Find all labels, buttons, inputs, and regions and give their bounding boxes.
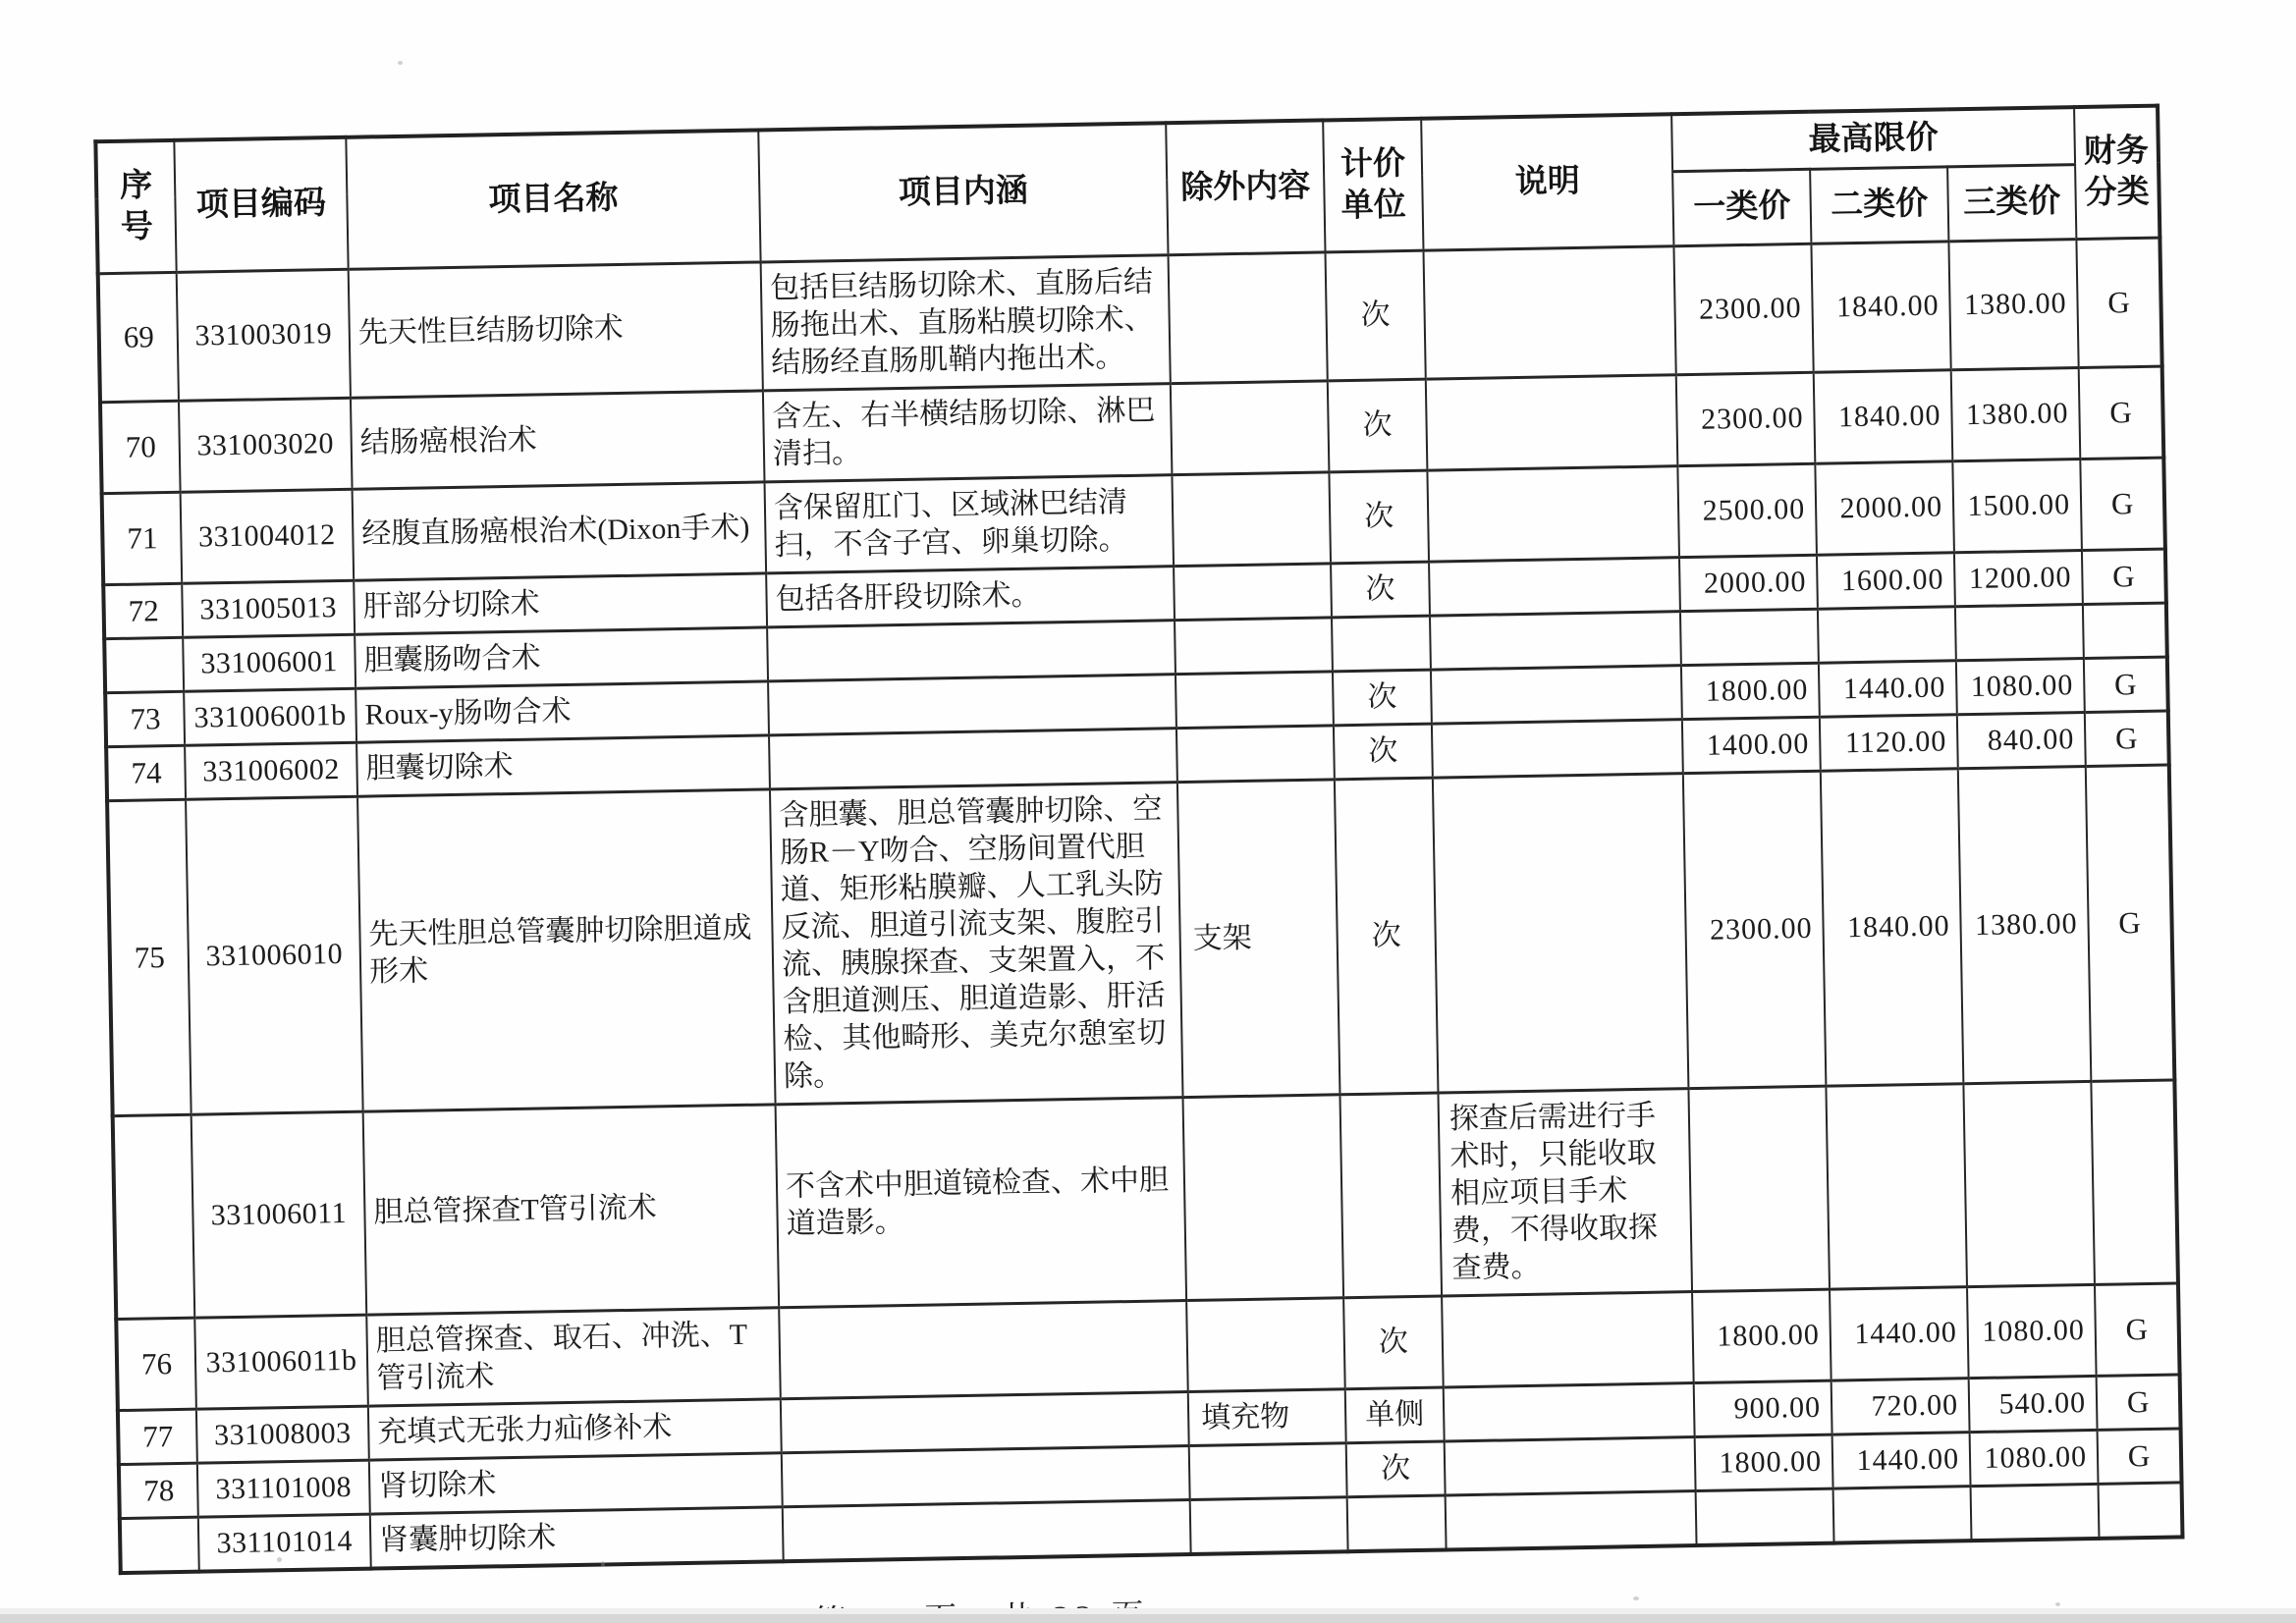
- cell-code: 331004012: [181, 489, 355, 583]
- cell-p3: 1380.00: [1948, 239, 2078, 369]
- col-header-max-price-group: 最高限价: [1671, 107, 2075, 171]
- cell-note: [1427, 465, 1679, 561]
- cell-content: 不含术中胆道镜检查、术中胆道造影。: [776, 1097, 1187, 1307]
- cell-fin: [2083, 603, 2167, 658]
- table-row: [113, 1079, 2178, 1319]
- cell-note: [1426, 374, 1678, 469]
- cell-name: 肝部分切除术: [354, 572, 767, 633]
- cell-p2: [1818, 606, 1956, 662]
- cell-code: 331006001: [183, 634, 355, 691]
- cell-p1: 1800.00: [1695, 1434, 1833, 1490]
- cell-p1: [1680, 609, 1819, 665]
- cell-seq: 69: [98, 272, 179, 402]
- cell-note: [1430, 611, 1681, 669]
- cell-unit: 次: [1333, 670, 1432, 726]
- cell-name: 肾囊肿切除术: [370, 1506, 784, 1568]
- cell-unit: [1347, 1494, 1447, 1550]
- cell-p3: [1971, 1484, 2100, 1541]
- scan-edge: [0, 1614, 2296, 1623]
- cell-fin: G: [2095, 1282, 2180, 1375]
- cell-code: 331006011: [191, 1111, 367, 1318]
- col-header-price1: 一类价: [1672, 169, 1811, 245]
- cell-code: 331101014: [198, 1514, 371, 1572]
- cell-exclusion: [1175, 671, 1334, 728]
- cell-p3: [1955, 604, 2084, 660]
- medical-price-table: [93, 104, 2184, 1575]
- cell-exclusion: [1190, 1496, 1348, 1553]
- cell-exclusion: [1169, 251, 1328, 383]
- cell-exclusion: [1189, 1442, 1347, 1499]
- cell-p2: 1440.00: [1832, 1432, 1971, 1488]
- cell-seq: 70: [100, 401, 181, 493]
- cell-p3: 840.00: [1957, 712, 2086, 768]
- cell-p2: 1840.00: [1814, 369, 1953, 462]
- cell-seq: 74: [106, 745, 186, 800]
- cell-seq: 71: [102, 492, 183, 584]
- cell-unit: 次: [1331, 562, 1430, 618]
- cell-p2: 1600.00: [1817, 552, 1955, 608]
- cell-name: 肾切除术: [369, 1452, 783, 1513]
- cell-code: 331003019: [177, 269, 351, 401]
- col-header-seq: 序 号: [95, 140, 176, 273]
- cell-unit: 次: [1343, 1296, 1444, 1389]
- cell-p1: 2300.00: [1683, 771, 1827, 1088]
- cell-name: Roux-y肠吻合术: [355, 680, 769, 741]
- cell-p2: 2000.00: [1815, 460, 1954, 554]
- cell-p2: 720.00: [1831, 1378, 1970, 1434]
- cell-fin: G: [2098, 1428, 2182, 1483]
- cell-p3: 1380.00: [1951, 367, 2081, 460]
- cell-exclusion: 填充物: [1188, 1388, 1346, 1445]
- cell-p3: 1080.00: [1956, 658, 2085, 714]
- cell-fin: G: [2097, 1374, 2181, 1429]
- cell-p3: 1080.00: [1967, 1284, 2097, 1378]
- cell-code: 331006001b: [184, 688, 356, 745]
- col-header-finance: 财务 分类: [2074, 106, 2159, 239]
- cell-seq: 73: [105, 691, 185, 746]
- cell-code: 331006002: [185, 742, 357, 799]
- cell-unit: 单侧: [1345, 1387, 1445, 1443]
- cell-unit: 次: [1346, 1440, 1446, 1496]
- cell-code: 331006010: [186, 796, 363, 1114]
- cell-seq: [120, 1517, 199, 1573]
- scan-speck: [1633, 1596, 1639, 1600]
- scan-speck: [277, 1557, 282, 1562]
- cell-code: 331101008: [197, 1460, 370, 1517]
- cell-name: 结肠癌根治术: [351, 390, 765, 488]
- col-header-price2: 二类价: [1810, 166, 1948, 243]
- cell-unit: 次: [1325, 250, 1425, 381]
- cell-unit: 次: [1335, 778, 1439, 1095]
- cell-p1: 2500.00: [1677, 463, 1817, 557]
- col-header-note: 说明: [1421, 114, 1673, 249]
- col-header-unit: 计价 单位: [1323, 119, 1423, 252]
- cell-seq: 72: [103, 583, 183, 638]
- col-header-content: 项目内涵: [758, 123, 1168, 261]
- cell-name: 胆囊肠吻合术: [355, 626, 768, 687]
- cell-note: [1423, 245, 1675, 378]
- cell-p2: [1826, 1083, 1967, 1288]
- cell-note: [1444, 1382, 1695, 1440]
- cell-note: [1432, 719, 1683, 777]
- cell-exclusion: [1172, 471, 1331, 566]
- cell-p1: 1400.00: [1682, 717, 1821, 773]
- cell-p2: 1440.00: [1819, 660, 1957, 716]
- cell-note: [1429, 557, 1680, 615]
- cell-exclusion: [1171, 380, 1330, 474]
- cell-content: 包括巨结肠切除术、直肠后结肠拖出术、直肠粘膜切除术、结肠经直肠肌鞘内拖出术。: [761, 254, 1171, 390]
- cell-content: [767, 620, 1175, 680]
- cell-exclusion: [1186, 1297, 1345, 1391]
- cell-code: 331006011b: [194, 1315, 368, 1409]
- cell-p1: 900.00: [1694, 1380, 1832, 1436]
- cell-unit: 次: [1334, 724, 1433, 780]
- cell-exclusion: [1175, 617, 1333, 674]
- cell-fin: G: [2082, 549, 2166, 604]
- cell-content: 含胆囊、胆总管囊肿切除、空肠R－Y吻合、空肠间置代胆道、矩形粘膜瓣、人工乳头防反流、胆道引流支架、腹腔引流、胰腺探查、支架置入，不含胆道测压、胆道造影、肝活检、其他畸形、美克尔憩室切除。: [770, 782, 1183, 1104]
- cell-exclusion: [1182, 1094, 1343, 1300]
- cell-p3: 1200.00: [1954, 550, 2083, 606]
- cell-p1: 1800.00: [1681, 663, 1820, 719]
- cell-fin: G: [2080, 458, 2165, 550]
- table-row: [107, 765, 2174, 1116]
- table-body: [98, 238, 2183, 1573]
- cell-p1: 1800.00: [1692, 1289, 1831, 1382]
- cell-exclusion: [1174, 563, 1332, 620]
- cell-p3: 1380.00: [1958, 766, 2092, 1083]
- cell-content: 含保留肛门、区域淋巴结清扫，不含子宫、卵巢切除。: [764, 474, 1174, 572]
- cell-name: 先天性胆总管囊肿切除胆道成形术: [357, 788, 776, 1110]
- cell-note: [1446, 1490, 1697, 1549]
- cell-note: [1445, 1436, 1696, 1494]
- cell-p1: 2000.00: [1679, 555, 1818, 611]
- scan-speck: [601, 1561, 605, 1567]
- cell-unit: 次: [1328, 379, 1428, 472]
- cell-exclusion: 支架: [1177, 779, 1340, 1097]
- cell-note: [1442, 1291, 1694, 1386]
- cell-name: 先天性巨结肠切除术: [349, 261, 763, 397]
- cell-content: 包括各肝段切除术。: [766, 566, 1175, 626]
- cell-content: [779, 1300, 1188, 1398]
- cell-name: 胆总管探查T管引流术: [363, 1104, 780, 1314]
- cell-fin: G: [2076, 238, 2161, 367]
- cell-content: [768, 674, 1176, 734]
- cell-p2: 1120.00: [1820, 714, 1958, 770]
- cell-exclusion: [1176, 725, 1335, 782]
- cell-p3: [1963, 1081, 2095, 1286]
- cell-code: 331003020: [179, 398, 353, 492]
- scan-speck: [398, 61, 403, 65]
- cell-fin: [2091, 1079, 2178, 1283]
- cell-p2: 1840.00: [1821, 768, 1964, 1085]
- cell-code: 331005013: [182, 580, 355, 637]
- cell-note: [1431, 665, 1682, 723]
- cell-fin: G: [2079, 366, 2164, 459]
- cell-seq: 76: [116, 1318, 196, 1410]
- scanned-sheet: [93, 104, 2182, 1623]
- cell-seq: 78: [119, 1463, 198, 1518]
- cell-p2: 1840.00: [1811, 241, 1950, 371]
- cell-unit: 次: [1329, 470, 1429, 564]
- cell-content: [783, 1499, 1191, 1561]
- cell-p2: [1833, 1486, 1972, 1542]
- col-header-price3: 三类价: [1947, 164, 2076, 241]
- cell-p3: 540.00: [1969, 1376, 2098, 1432]
- cell-p3: 1500.00: [1952, 459, 2082, 552]
- cell-content: [782, 1445, 1190, 1506]
- cell-content: 含左、右半横结肠切除、淋巴清扫。: [763, 383, 1173, 481]
- cell-p3: 1080.00: [1970, 1430, 2099, 1486]
- cell-p1: [1696, 1488, 1834, 1545]
- col-header-code: 项目编码: [174, 137, 348, 272]
- cell-p1: 2300.00: [1673, 243, 1813, 374]
- cell-content: [781, 1391, 1189, 1452]
- cell-note: 探查后需进行手术时，只能收取相应项目手术费，不得收取探查费。: [1438, 1088, 1692, 1295]
- cell-p1: [1688, 1086, 1830, 1291]
- col-header-name: 项目名称: [346, 130, 760, 268]
- cell-seq: 75: [107, 799, 191, 1115]
- cell-name: 经腹直肠癌根治术(Dixon手术): [353, 481, 767, 579]
- cell-name: 充填式无张力疝修补术: [368, 1398, 782, 1459]
- cell-seq: [104, 637, 184, 692]
- cell-seq: 77: [118, 1409, 197, 1464]
- col-header-exclusion: 除外内容: [1166, 120, 1325, 254]
- cell-fin: G: [2085, 711, 2169, 766]
- cell-fin: G: [2086, 765, 2175, 1081]
- cell-name: 胆总管探查、取石、冲洗、T管引流术: [366, 1307, 781, 1405]
- cell-fin: G: [2084, 657, 2168, 712]
- cell-code: 331008003: [196, 1406, 369, 1463]
- cell-p1: 2300.00: [1676, 372, 1816, 465]
- cell-unit: [1332, 616, 1431, 672]
- cell-p2: 1440.00: [1830, 1286, 1969, 1380]
- cell-name: 胆囊切除术: [356, 734, 770, 795]
- scan-speck: [2055, 1602, 2060, 1606]
- cell-note: [1433, 773, 1689, 1092]
- cell-seq: [113, 1114, 195, 1319]
- cell-content: [769, 728, 1177, 788]
- cell-unit: [1339, 1093, 1442, 1298]
- cell-fin: [2099, 1482, 2183, 1538]
